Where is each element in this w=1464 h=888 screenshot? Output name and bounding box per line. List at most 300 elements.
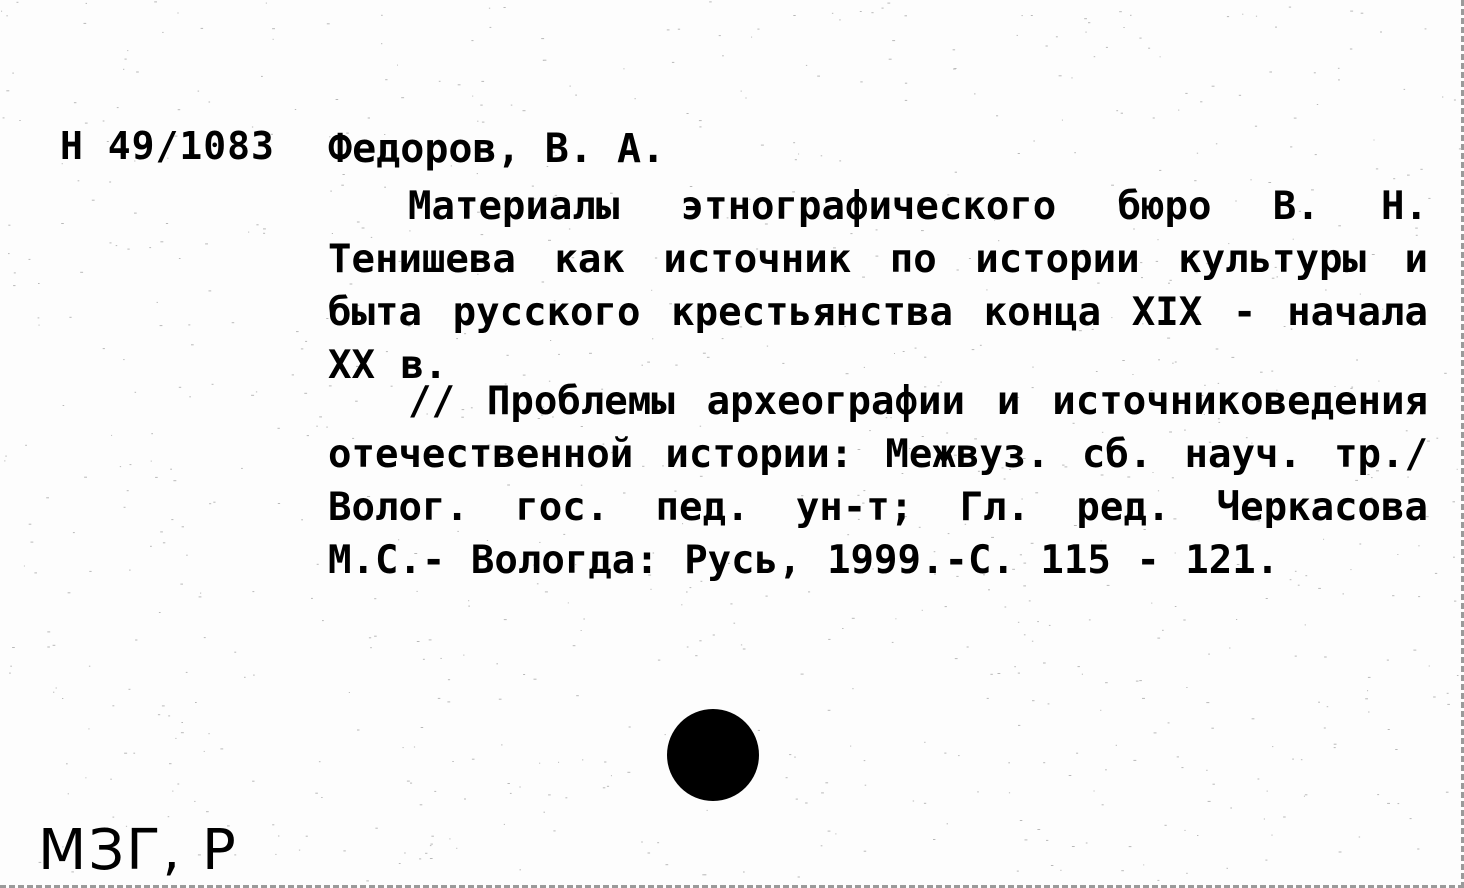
- paper-speck: [1116, 745, 1117, 746]
- paper-speck: [1105, 769, 1107, 770]
- paper-speck: [213, 502, 215, 503]
- paper-speck: [1388, 729, 1390, 730]
- paper-speck: [199, 596, 202, 597]
- paper-speck: [796, 799, 798, 800]
- paper-speck: [1143, 864, 1144, 865]
- paper-speck: [667, 29, 670, 30]
- paper-speck: [1230, 808, 1232, 809]
- paper-speck: [1275, 27, 1277, 28]
- paper-speck: [381, 43, 382, 44]
- paper-speck: [404, 853, 406, 854]
- paper-speck: [305, 341, 307, 342]
- paper-speck: [1227, 868, 1229, 869]
- paper-speck: [317, 564, 319, 565]
- paper-speck: [1339, 852, 1342, 853]
- paper-speck: [477, 173, 478, 174]
- paper-speck: [541, 38, 544, 39]
- paper-speck: [1256, 16, 1257, 17]
- paper-speck: [1417, 849, 1419, 850]
- paper-speck: [1395, 749, 1397, 750]
- paper-speck: [1157, 638, 1160, 639]
- paper-speck: [1018, 153, 1020, 154]
- paper-speck: [133, 753, 135, 754]
- paper-speck: [463, 655, 464, 656]
- paper-speck: [635, 98, 636, 99]
- paper-speck: [1429, 666, 1430, 667]
- paper-speck: [447, 701, 450, 702]
- paper-speck: [828, 831, 831, 832]
- paper-speck: [825, 782, 828, 783]
- paper-speck: [627, 772, 630, 773]
- paper-speck: [14, 272, 16, 273]
- paper-speck: [322, 620, 324, 621]
- paper-speck: [864, 851, 867, 852]
- paper-speck: [629, 727, 631, 728]
- paper-speck: [1459, 148, 1462, 149]
- paper-speck: [1447, 704, 1450, 705]
- paper-speck: [1175, 606, 1177, 607]
- paper-speck: [1046, 46, 1048, 47]
- paper-speck: [842, 628, 843, 629]
- paper-speck: [686, 592, 688, 593]
- paper-speck: [672, 62, 674, 63]
- paper-speck: [177, 13, 178, 14]
- paper-speck: [955, 172, 957, 173]
- paper-speck: [539, 763, 540, 764]
- paper-speck: [1252, 718, 1255, 719]
- paper-speck: [399, 863, 401, 864]
- paper-speck: [9, 673, 11, 674]
- paper-speck: [78, 180, 80, 181]
- paper-speck: [1084, 18, 1087, 19]
- paper-speck: [468, 600, 469, 601]
- paper-speck: [162, 32, 163, 33]
- paper-speck: [263, 228, 266, 229]
- paper-speck: [1133, 760, 1136, 761]
- paper-speck: [212, 384, 214, 385]
- paper-speck: [944, 753, 946, 754]
- paper-speck: [166, 223, 168, 224]
- paper-speck: [154, 1, 157, 2]
- paper-speck: [582, 759, 583, 760]
- paper-speck: [12, 73, 14, 74]
- paper-speck: [266, 3, 267, 4]
- paper-speck: [1266, 598, 1268, 599]
- paper-speck: [403, 747, 404, 748]
- paper-speck: [687, 647, 689, 648]
- paper-speck: [1185, 93, 1187, 94]
- paper-speck: [150, 546, 152, 547]
- paper-speck: [129, 689, 131, 690]
- paper-speck: [794, 757, 796, 758]
- paper-speck: [175, 738, 176, 739]
- paper-speck: [1418, 596, 1420, 597]
- paper-speck: [1069, 775, 1072, 776]
- paper-speck: [1051, 865, 1054, 866]
- paper-speck: [472, 759, 475, 760]
- paper-speck: [953, 49, 956, 50]
- paper-speck: [410, 783, 412, 784]
- paper-speck: [666, 864, 669, 865]
- paper-speck: [743, 872, 745, 873]
- paper-speck: [1046, 840, 1048, 841]
- paper-speck: [1374, 140, 1375, 141]
- paper-speck: [1304, 796, 1305, 797]
- paper-speck: [905, 15, 908, 16]
- paper-speck: [1457, 675, 1459, 676]
- paper-speck: [974, 93, 976, 94]
- paper-speck: [887, 3, 890, 4]
- paper-speck: [510, 793, 512, 794]
- paper-speck: [248, 232, 249, 233]
- paper-speck: [162, 705, 165, 706]
- paper-speck: [296, 331, 299, 332]
- paper-speck: [397, 65, 398, 66]
- paper-speck: [13, 285, 15, 286]
- paper-speck: [1365, 698, 1368, 699]
- paper-speck: [839, 160, 841, 161]
- paper-speck: [29, 524, 32, 525]
- paper-speck: [61, 223, 64, 224]
- paper-speck: [74, 102, 77, 103]
- paper-speck: [172, 791, 173, 792]
- paper-speck: [1106, 47, 1108, 48]
- paper-speck: [159, 612, 161, 613]
- paper-speck: [449, 838, 450, 839]
- paper-speck: [648, 853, 651, 854]
- paper-speck: [489, 8, 490, 9]
- paper-speck: [553, 830, 555, 831]
- paper-speck: [581, 630, 582, 631]
- paper-speck: [1334, 744, 1337, 745]
- paper-speck: [5, 456, 7, 457]
- paper-speck: [1377, 794, 1379, 795]
- paper-speck: [1271, 835, 1272, 836]
- paper-speck: [62, 698, 63, 699]
- paper-speck: [440, 658, 441, 659]
- paper-speck: [315, 793, 318, 794]
- paper-speck: [1446, 792, 1449, 793]
- paper-speck: [1301, 759, 1303, 760]
- paper-speck: [832, 13, 833, 14]
- paper-speck: [947, 823, 948, 824]
- paper-speck: [1121, 870, 1124, 871]
- paper-speck: [471, 40, 473, 41]
- paper-speck: [68, 592, 71, 593]
- paper-speck: [206, 811, 209, 812]
- paper-speck: [544, 60, 547, 61]
- paper-speck: [1059, 75, 1062, 76]
- paper-speck: [125, 59, 127, 60]
- paper-speck: [1025, 839, 1028, 840]
- paper-speck: [741, 644, 742, 645]
- paper-speck: [110, 242, 112, 243]
- paper-speck: [160, 241, 163, 242]
- paper-speck: [39, 325, 40, 326]
- paper-speck: [678, 29, 680, 30]
- paper-speck: [1305, 624, 1306, 625]
- paper-speck: [1183, 620, 1185, 621]
- paper-speck: [68, 793, 69, 794]
- paper-speck: [743, 649, 746, 650]
- paper-speck: [1350, 49, 1352, 50]
- paper-speck: [468, 606, 470, 607]
- paper-speck: [892, 642, 894, 643]
- paper-speck: [523, 674, 525, 675]
- paper-speck: [895, 618, 896, 619]
- paper-speck: [817, 76, 820, 77]
- paper-speck: [945, 606, 947, 607]
- paper-speck: [92, 200, 95, 201]
- paper-speck: [519, 787, 520, 788]
- paper-speck: [1102, 804, 1104, 805]
- paper-speck: [611, 775, 612, 776]
- paper-speck: [171, 519, 173, 520]
- paper-speck: [967, 647, 969, 648]
- paper-speck: [871, 12, 873, 13]
- paper-speck: [1160, 56, 1161, 57]
- paper-speck: [1454, 100, 1456, 101]
- paper-speck: [1, 11, 2, 12]
- paper-speck: [1404, 89, 1406, 90]
- paper-speck: [136, 72, 139, 73]
- paper-speck: [256, 391, 257, 392]
- paper-speck: [1009, 792, 1010, 793]
- paper-speck: [430, 845, 432, 846]
- paper-speck: [990, 674, 992, 675]
- paper-speck: [1037, 621, 1039, 622]
- paper-speck: [1151, 603, 1152, 604]
- paper-speck: [1088, 22, 1090, 23]
- paper-speck: [321, 797, 322, 798]
- paper-speck: [452, 761, 454, 762]
- paper-speck: [179, 258, 181, 259]
- paper-speck: [112, 705, 114, 706]
- paper-speck: [306, 836, 308, 837]
- paper-speck: [1264, 819, 1265, 820]
- paper-speck: [189, 396, 191, 397]
- paper-speck: [149, 247, 151, 248]
- paper-speck: [1200, 101, 1202, 102]
- paper-speck: [508, 783, 510, 784]
- paper-speck: [882, 8, 884, 9]
- paper-speck: [1359, 837, 1360, 838]
- paper-speck: [575, 95, 577, 96]
- paper-speck: [998, 673, 1001, 674]
- paper-speck: [504, 824, 505, 825]
- paper-speck: [304, 393, 307, 394]
- paper-speck: [1037, 829, 1040, 830]
- paper-speck: [1094, 56, 1096, 57]
- paper-speck: [707, 810, 708, 811]
- paper-speck: [1130, 15, 1132, 16]
- paper-speck: [699, 640, 701, 641]
- paper-speck: [1033, 141, 1035, 142]
- paper-speck: [472, 96, 473, 97]
- paper-speck: [480, 105, 482, 106]
- paper-speck: [821, 155, 823, 156]
- paper-speck: [1387, 660, 1389, 661]
- paper-speck: [1242, 14, 1243, 15]
- handwritten-note: МЗГ, Р: [38, 818, 238, 883]
- paper-speck: [151, 461, 152, 462]
- paper-speck: [1457, 469, 1458, 470]
- paper-speck: [186, 555, 188, 556]
- paper-speck: [103, 121, 105, 122]
- paper-speck: [1334, 747, 1336, 748]
- paper-speck: [4, 460, 5, 461]
- paper-speck: [434, 791, 436, 792]
- paper-speck: [1392, 595, 1394, 596]
- paper-speck: [806, 65, 807, 66]
- paper-speck: [1105, 682, 1108, 683]
- paper-speck: [1435, 573, 1437, 574]
- paper-speck: [253, 675, 255, 676]
- paper-speck: [1338, 79, 1340, 80]
- paper-speck: [1265, 860, 1267, 861]
- paper-speck: [695, 655, 697, 656]
- paper-speck: [1315, 154, 1317, 155]
- paper-speck: [1318, 588, 1321, 589]
- paper-speck: [1294, 118, 1297, 119]
- paper-speck: [988, 589, 990, 590]
- paper-speck: [425, 853, 427, 854]
- paper-speck: [1318, 702, 1320, 703]
- paper-speck: [1142, 698, 1145, 699]
- paper-speck: [369, 637, 371, 638]
- paper-speck: [1020, 820, 1023, 821]
- paper-speck: [1085, 32, 1086, 33]
- paper-speck: [793, 15, 795, 16]
- paper-speck: [793, 142, 795, 143]
- paper-speck: [1043, 663, 1046, 664]
- paper-speck: [864, 760, 866, 761]
- paper-speck: [1314, 72, 1316, 73]
- paper-speck: [1255, 126, 1257, 127]
- paper-speck: [301, 519, 303, 520]
- paper-speck: [1116, 110, 1118, 111]
- paper-speck: [852, 618, 855, 619]
- paper-speck: [1165, 825, 1167, 826]
- paper-speck: [234, 652, 236, 653]
- paper-speck: [954, 68, 956, 69]
- paper-speck: [905, 100, 907, 101]
- paper-speck: [1005, 607, 1007, 608]
- paper-speck: [490, 27, 492, 28]
- paper-speck: [1148, 48, 1150, 49]
- paper-speck: [719, 35, 721, 36]
- paper-speck: [734, 623, 736, 624]
- shelfmark: Н 49/1083: [60, 124, 275, 168]
- paper-speck: [1082, 674, 1083, 675]
- paper-speck: [1197, 153, 1198, 154]
- paper-speck: [835, 833, 836, 834]
- paper-speck: [565, 797, 567, 798]
- paper-speck: [805, 803, 808, 804]
- paper-speck: [109, 182, 111, 183]
- paper-speck: [12, 647, 15, 648]
- paper-speck: [1206, 770, 1207, 771]
- paper-speck: [1094, 791, 1095, 792]
- paper-speck: [316, 426, 318, 427]
- paper-speck: [1029, 600, 1031, 601]
- paper-speck: [534, 679, 537, 680]
- paper-speck: [1184, 830, 1185, 831]
- paper-speck: [1428, 198, 1430, 199]
- paper-speck: [699, 126, 701, 127]
- paper-speck: [272, 28, 275, 29]
- paper-speck: [374, 636, 377, 637]
- paper-speck: [1361, 13, 1364, 14]
- paper-speck: [170, 469, 172, 470]
- paper-speck: [730, 603, 732, 604]
- paper-speck: [1376, 168, 1378, 169]
- paper-speck: [135, 640, 137, 641]
- paper-speck: [116, 245, 118, 246]
- paper-speck: [163, 542, 165, 543]
- paper-speck: [158, 714, 160, 715]
- paper-speck: [828, 639, 830, 640]
- paper-speck: [421, 727, 424, 728]
- paper-speck: [1197, 835, 1198, 836]
- paper-speck: [544, 812, 546, 813]
- paper-speck: [188, 324, 190, 325]
- paper-speck: [343, 174, 345, 175]
- paper-speck: [1258, 779, 1260, 780]
- paper-speck: [381, 15, 383, 16]
- paper-speck: [195, 702, 197, 703]
- paper-speck: [204, 751, 205, 752]
- paper-speck: [430, 858, 433, 859]
- paper-speck: [699, 120, 702, 121]
- paper-speck: [1317, 104, 1318, 105]
- paper-speck: [419, 858, 421, 859]
- paper-speck: [658, 660, 660, 661]
- paper-speck: [89, 571, 91, 572]
- paper-speck: [977, 791, 979, 792]
- paper-speck: [795, 159, 797, 160]
- paper-speck: [129, 570, 131, 571]
- paper-speck: [1216, 143, 1217, 144]
- paper-speck: [177, 784, 179, 785]
- paper-speck: [850, 746, 851, 747]
- paper-speck: [766, 596, 768, 597]
- paper-speck: [1229, 648, 1230, 649]
- paper-speck: [160, 531, 163, 532]
- paper-speck: [127, 249, 129, 250]
- paper-speck: [1367, 690, 1368, 691]
- paper-speck: [53, 645, 56, 646]
- paper-speck: [24, 566, 25, 567]
- paper-speck: [173, 480, 176, 481]
- paper-speck: [420, 804, 423, 805]
- paper-speck: [1076, 753, 1078, 754]
- paper-speck: [458, 84, 461, 85]
- paper-speck: [1212, 86, 1215, 87]
- paper-speck: [357, 730, 360, 731]
- paper-speck: [687, 113, 689, 114]
- paper-speck: [996, 115, 998, 116]
- paper-speck: [181, 722, 183, 723]
- paper-speck: [120, 466, 121, 467]
- paper-speck: [1018, 673, 1020, 674]
- paper-speck: [828, 710, 831, 711]
- paper-speck: [1123, 27, 1124, 28]
- paper-speck: [798, 877, 800, 878]
- paper-speck: [295, 109, 296, 110]
- paper-speck: [168, 715, 170, 716]
- paper-speck: [1239, 95, 1241, 96]
